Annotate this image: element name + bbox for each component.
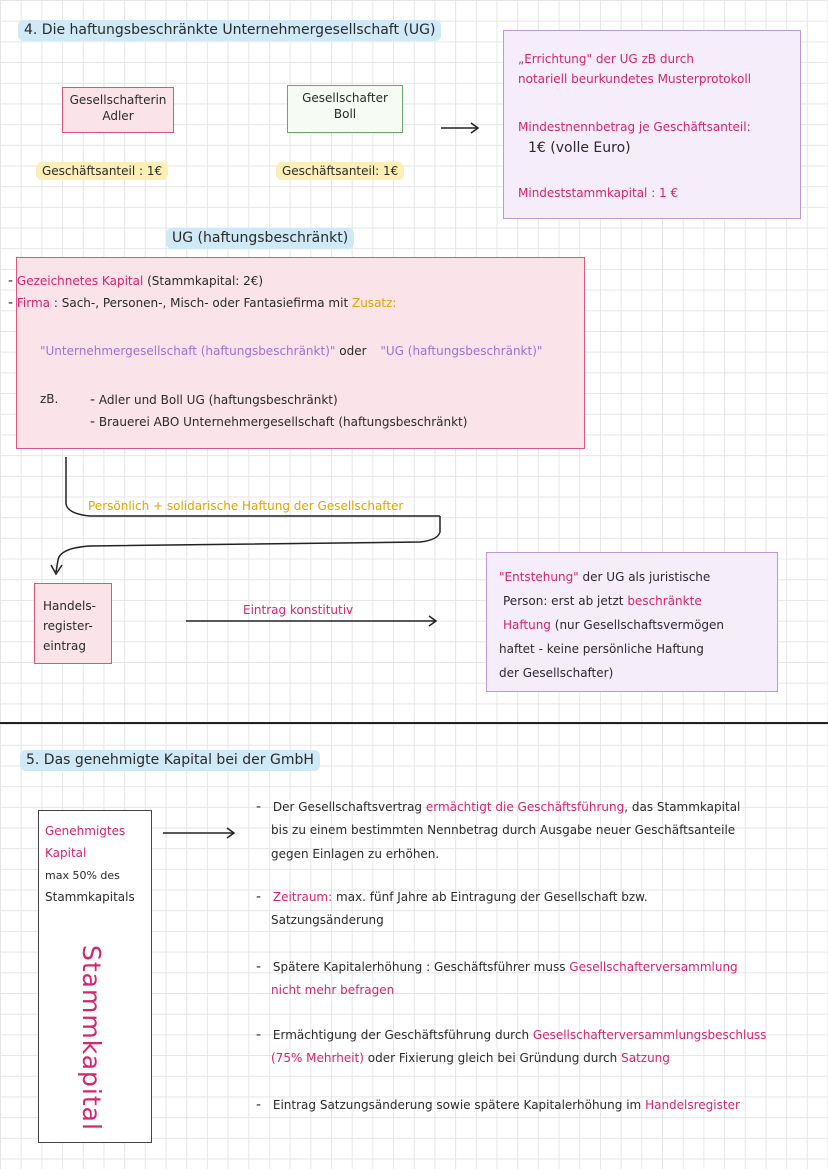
ug-option-1: "Unternehmergesellschaft (haftungsbeschränkt)"	[40, 344, 336, 358]
capital-bullet-4: - Ermächtigung der Geschäftsführung durch Gesellschafterversammlungsbeschluss	[256, 1027, 767, 1043]
capital-bullet-1: - Der Gesellschaftsvertrag ermächtigt die Geschäftsführung, das Stammkapital	[256, 799, 741, 815]
partner-adler-line1: Gesellschafterin	[69, 93, 167, 107]
entstehung-line2: Person: erst ab jetzt beschränkte	[503, 594, 702, 608]
ug-bullet-1-label: Gezeichnetes Kapital	[16, 274, 144, 288]
section-4-heading: 4. Die haftungsbeschränkte Unternehmergesellschaft (UG)	[18, 20, 441, 41]
entstehung-line1: "Entstehung" der UG als juristische	[499, 570, 711, 584]
capital-bullet-1-line2: bis zu einem bestimmten Nennbetrag durch Ausgabe neuer Geschäftsanteile	[271, 823, 736, 837]
ug-example-2: - Brauerei ABO Unternehmergesellschaft (haftungsbeschränkt)	[90, 414, 468, 430]
info-line3: Mindestnennbetrag je Geschäftsanteil:	[518, 120, 751, 134]
entstehung-line4: haftet - keine persönliche Haftung	[499, 642, 704, 656]
authorized-capital-note2: Stammkapitals	[45, 890, 135, 904]
info-line2: notariell beurkundetes Musterprotokoll	[518, 72, 752, 86]
authorized-capital-title2: Kapital	[45, 846, 87, 860]
capital-bullet-2: - Zeitraum: max. fünf Jahre ab Eintragung der Gesellschaft bzw.	[256, 889, 648, 905]
capital-bullet-1-line3: gegen Einlagen zu erhöhen.	[271, 847, 440, 861]
capital-bullet-4-line2: (75% Mehrheit) oder Fixierung gleich bei Gründung durch Satzung	[271, 1051, 670, 1065]
partner-boll-line2: Boll	[333, 107, 357, 122]
partner-boll-share: Geschäftsanteil: 1€	[276, 162, 404, 180]
capital-bullet-3-line2: nicht mehr befragen	[271, 983, 395, 997]
register-line3: eintrag	[43, 639, 86, 653]
ug-bullet-2-suffix: Zusatz:	[351, 296, 397, 310]
ug-example-1: - Adler und Boll UG (haftungsbeschränkt)	[90, 392, 338, 408]
authorized-capital-note1: max 50% des	[45, 869, 120, 882]
ug-bullet-1: - Gezeichnetes Kapital (Stammkapital: 2€)	[8, 273, 264, 289]
entstehung-line3: Haftung (nur Gesellschaftsvermögen	[503, 618, 725, 632]
register-line1: Handels-	[43, 599, 96, 613]
ug-bullet-2-label: Firma	[16, 296, 51, 310]
partner-adler-share: Geschäftsanteil : 1€	[36, 162, 168, 180]
capital-bullet-2-line2: Satzungsänderung	[271, 913, 384, 927]
ug-option-2: "UG (haftungsbeschränkt)"	[380, 344, 543, 358]
partner-adler-line2: Adler	[102, 109, 134, 124]
authorized-capital-title1: Genehmigtes	[45, 824, 126, 838]
capital-bullet-3: - Spätere Kapitalerhöhung : Geschäftsführer muss Gesellschafterversammlung	[256, 959, 738, 975]
register-arrow-label: Eintrag konstitutiv	[243, 603, 354, 617]
ug-example-label: zB.	[40, 392, 59, 406]
liability-text: Persönlich + solidarische Haftung der Gesellschafter	[88, 499, 404, 513]
partner-boll-line1: Gesellschafter	[302, 91, 388, 105]
ug-bullet-2-text: : Sach-, Personen-, Misch- oder Fantasiefirma mit	[53, 296, 349, 310]
ug-option-or: oder	[339, 344, 367, 358]
section-5-heading: 5. Das genehmigte Kapital bei der GmbH	[20, 750, 320, 771]
entstehung-line5: der Gesellschafter)	[499, 666, 614, 680]
share-capital-vertical: Stammkapital	[77, 945, 106, 1131]
ug-bullet-2: - Firma : Sach-, Personen-, Misch- oder Fantasiefirma mit Zusatz:	[8, 295, 397, 311]
info-line4: 1€ (volle Euro)	[528, 140, 631, 156]
ug-bullet-1-value: (Stammkapital: 2€)	[147, 274, 264, 288]
info-line1: „Errichtung" der UG zB durch	[518, 52, 694, 66]
capital-bullet-5: - Eintrag Satzungsänderung sowie spätere Kapitalerhöhung im Handelsregister	[256, 1097, 740, 1113]
info-line5: Mindeststammkapital : 1 €	[518, 186, 679, 200]
register-line2: register-	[43, 619, 93, 633]
ug-label: UG (haftungsbeschränkt)	[166, 228, 354, 249]
